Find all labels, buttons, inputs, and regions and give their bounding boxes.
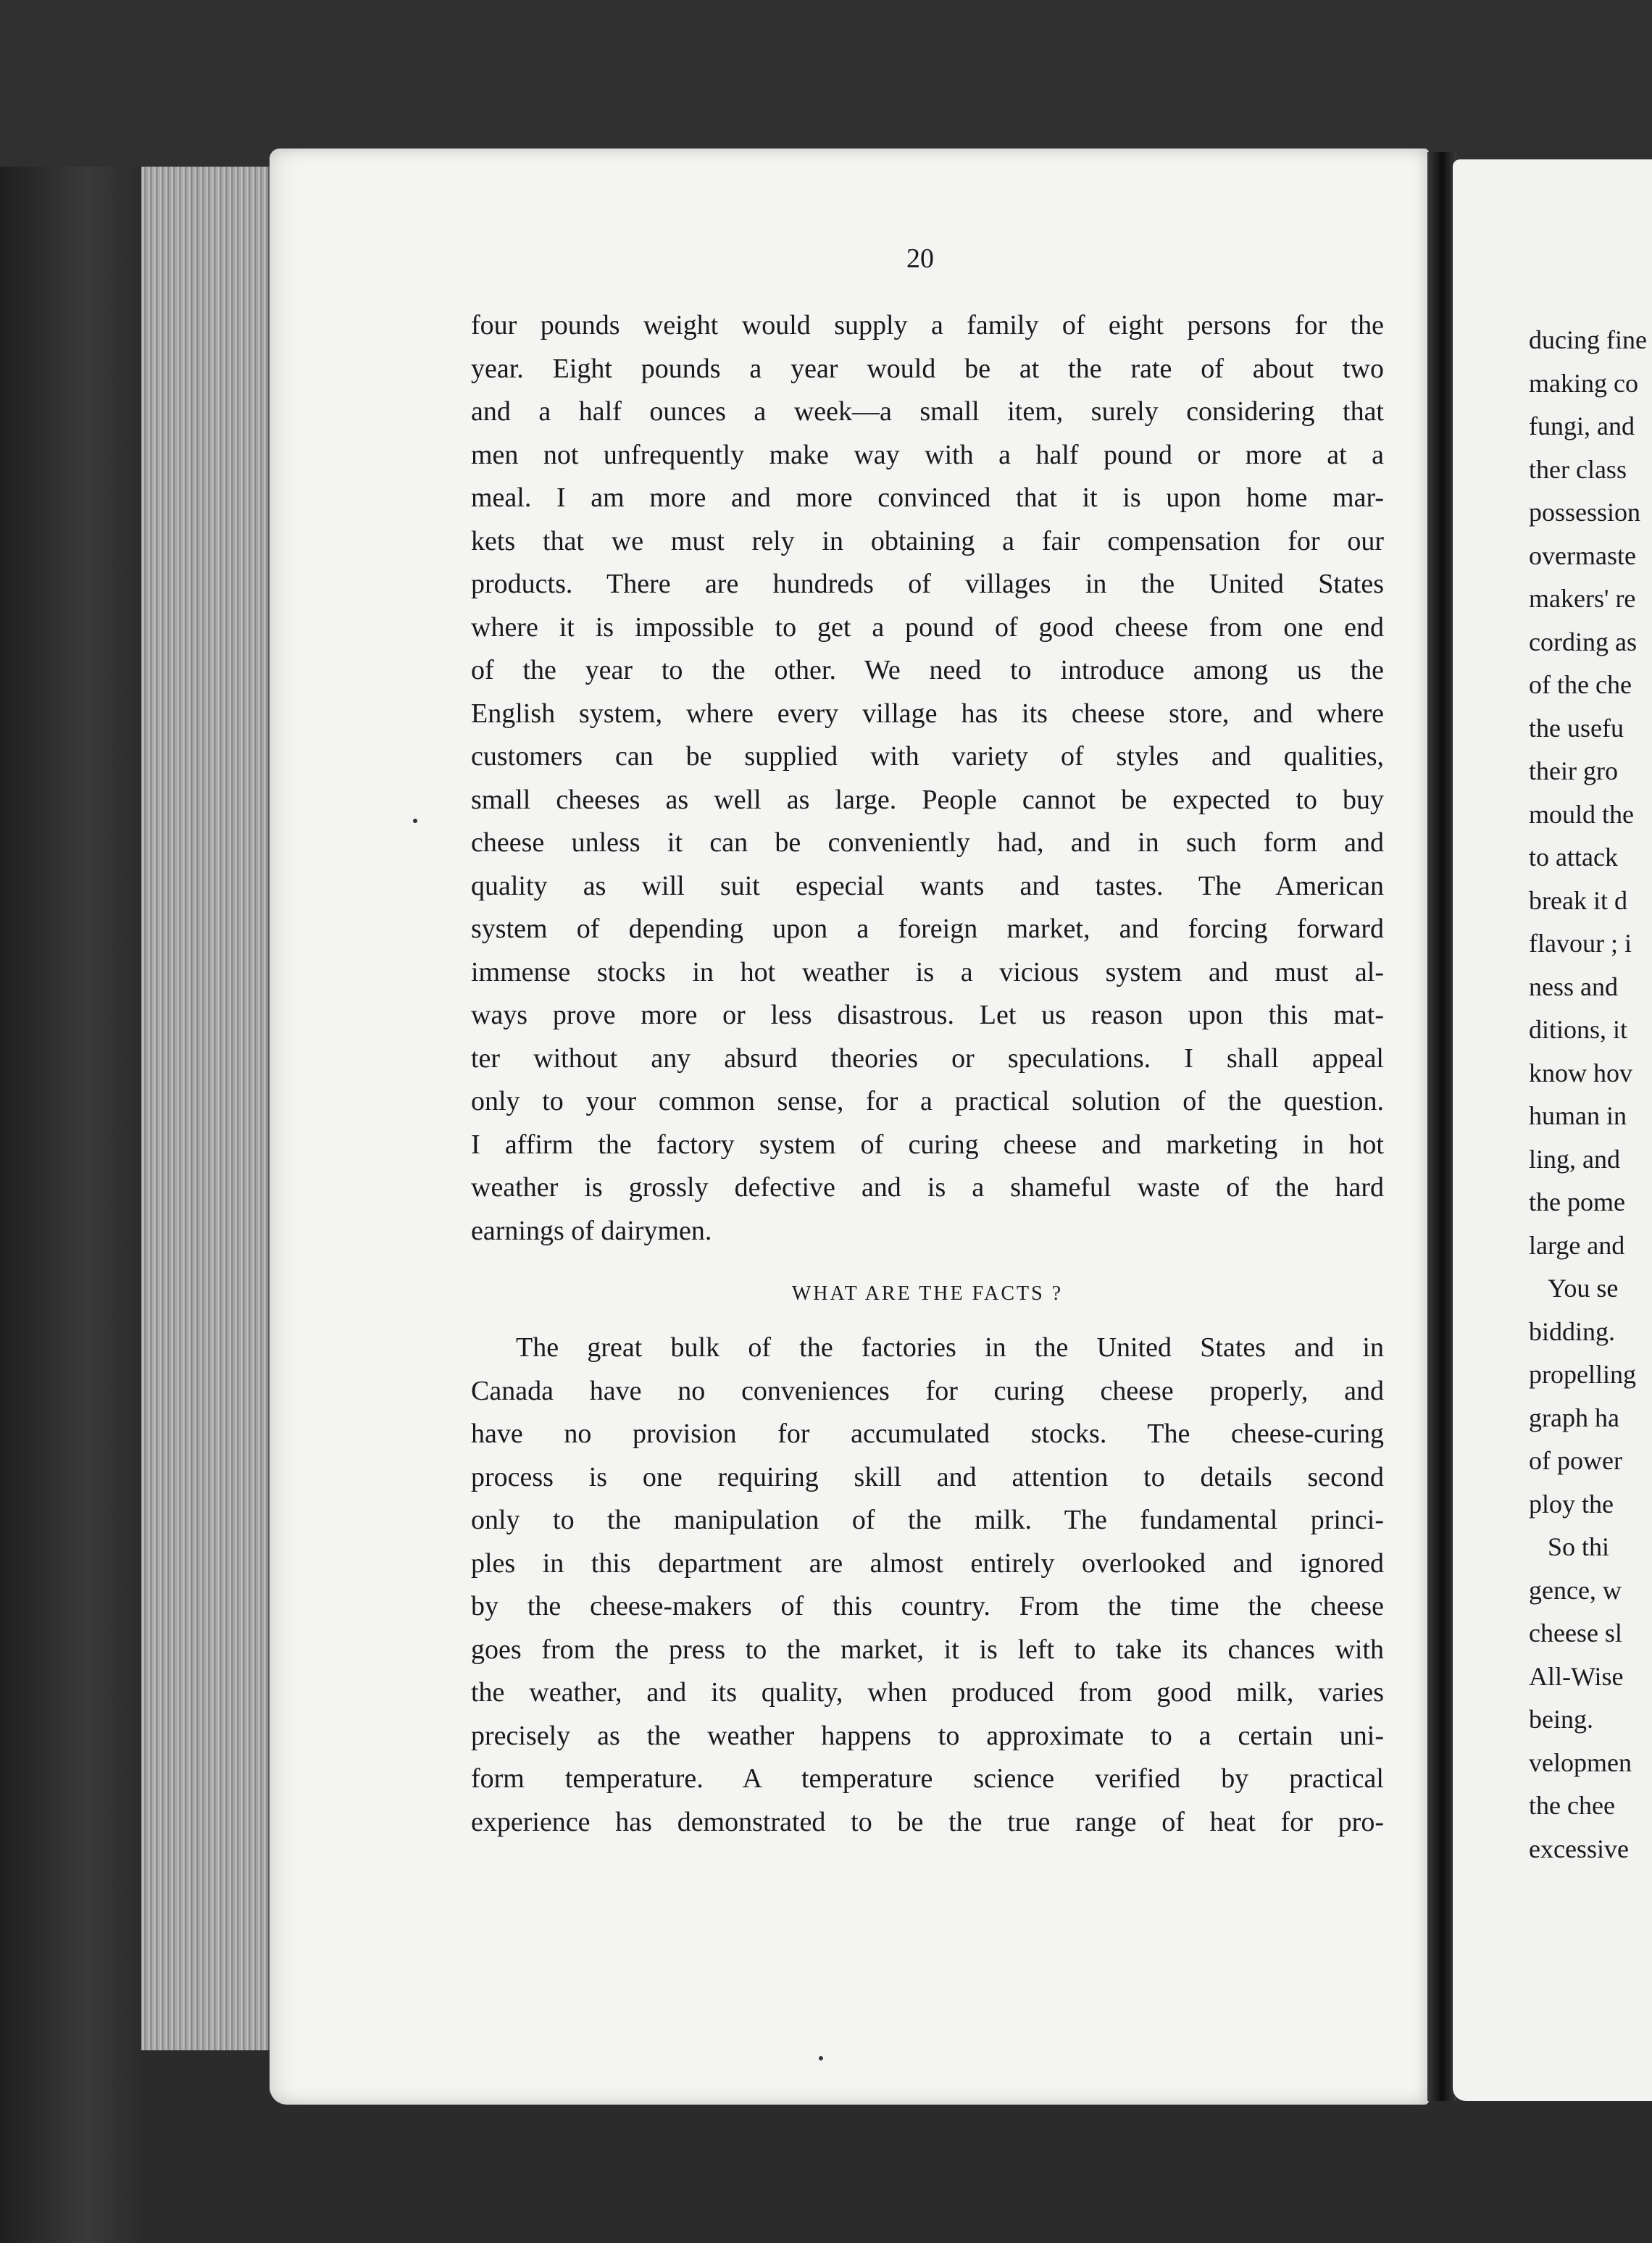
right-text-line: flavour ; i — [1529, 929, 1632, 958]
text-line: the weather, and its quality, when produced from good milk, varies — [471, 1677, 1384, 1708]
page-edges — [141, 167, 271, 2050]
text-line: weather is grossly defective and is a shameful waste of the hard — [471, 1172, 1384, 1203]
right-text-line: the usefu — [1529, 713, 1624, 743]
right-text-line: overmaste — [1529, 540, 1636, 570]
right-text-line: fungi, and — [1529, 412, 1635, 440]
text-line: by the cheese-makers of this country. From the time the cheese — [471, 1591, 1384, 1621]
right-text-line: possession — [1529, 498, 1641, 527]
text-line: ways prove more or less disastrous. Let us reason upon this mat- — [471, 1000, 1384, 1030]
right-text-line: cording as — [1529, 627, 1637, 656]
text-line: immense stocks in hot weather is a vicious system and must al- — [471, 956, 1384, 987]
right-text-line: making co — [1529, 368, 1638, 398]
text-line: only to your common sense, for a practical solution of the question. — [471, 1086, 1384, 1116]
text-line: meal. I am more and more convinced that it is upon home mar- — [471, 483, 1384, 513]
right-text-line: velopmen — [1529, 1747, 1632, 1777]
text-line: ter without any absurd theories or speculations. I shall appeal — [471, 1043, 1384, 1074]
text-line: ples in this department are almost entirely overlooked and ignored — [471, 1547, 1384, 1579]
right-text-line: human in — [1529, 1101, 1627, 1130]
text-line: form temperature. A temperature science verified by practical — [471, 1763, 1384, 1794]
text-line: cheese unless it can be conveniently had, and in such form and — [471, 827, 1384, 858]
right-text-line: ther class — [1529, 454, 1627, 484]
text-line: quality as will suit especial wants and tastes. The American — [471, 870, 1384, 901]
scan-background — [0, 0, 1652, 174]
book-gutter — [1427, 152, 1456, 2101]
page-number: 20 — [906, 243, 934, 274]
text-line: and a half ounces a week—a small item, surely considering that — [471, 396, 1384, 427]
book-spine — [0, 167, 145, 2243]
text-line: goes from the press to the market, it is left to take its chances with — [471, 1634, 1384, 1665]
text-line: only to the manipulation of the milk. The fundamental princi- — [471, 1505, 1384, 1535]
main-text — [471, 304, 1384, 1844]
right-text-line: to attack — [1529, 843, 1618, 872]
text-line: where it is impossible to get a pound of good cheese from one end — [471, 611, 1384, 643]
right-text-line: of power — [1529, 1446, 1622, 1475]
right-text-line: large and — [1529, 1230, 1625, 1260]
right-text-line: graph ha — [1529, 1403, 1619, 1432]
right-text-line: break it d — [1529, 885, 1627, 915]
text-line: experience has demonstrated to be the true range of heat for pro- — [471, 1806, 1384, 1837]
right-text-line: excessive — [1529, 1834, 1629, 1863]
text-line: process is one requiring skill and attention to details second — [471, 1461, 1384, 1492]
right-text-line: ploy the — [1529, 1489, 1614, 1519]
right-text-line: propelling — [1529, 1360, 1636, 1389]
text-line: products. There are hundreds of villages in the United States — [471, 569, 1384, 599]
text-line: Canada have no conveniences for curing cheese properly, and — [471, 1375, 1384, 1406]
right-text-line: You se — [1548, 1274, 1619, 1303]
text-line: have no provision for accumulated stocks. The cheese-curing — [471, 1419, 1384, 1449]
text-line: four pounds weight would supply a family of eight persons for the — [471, 310, 1384, 341]
text-line: customers can be supplied with variety of styles and qualities, — [471, 741, 1384, 772]
right-text-line: gence, w — [1529, 1575, 1622, 1605]
text-line: kets that we must rely in obtaining a fair compensation for our — [471, 525, 1384, 556]
text-line: small cheeses as well as large. People cannot be expected to buy — [471, 784, 1384, 815]
right-text-line: mould the — [1529, 799, 1634, 829]
section-heading: WHAT ARE THE FACTS ? — [791, 1282, 1064, 1305]
right-page-text — [1529, 319, 1652, 1871]
text-line: year. Eight pounds a year would be at the rate of about two — [471, 353, 1384, 384]
right-text-line: ling, and — [1529, 1144, 1620, 1174]
right-text-line: bidding. — [1529, 1316, 1616, 1346]
right-text-line: ducing fine — [1529, 325, 1647, 354]
text-line: of the year to the other. We need to introduce among us the — [471, 655, 1384, 685]
scan-speck — [819, 2056, 823, 2060]
text-line: The great bulk of the factories in the United States and in — [516, 1332, 1384, 1363]
right-text-line: makers' re — [1529, 584, 1636, 613]
scan-speck — [909, 101, 914, 106]
right-text-line: know hov — [1529, 1058, 1632, 1087]
scan-speck — [413, 819, 417, 823]
right-text-line: So thi — [1548, 1532, 1610, 1561]
right-text-line: ditions, it — [1529, 1015, 1628, 1044]
right-text-line: the pome — [1529, 1187, 1625, 1216]
right-text-line: All-Wise — [1529, 1661, 1624, 1691]
right-text-line: being. — [1529, 1705, 1593, 1734]
text-line: precisely as the weather happens to approximate to a certain uni- — [471, 1720, 1384, 1751]
right-text-line: their gro — [1529, 756, 1618, 785]
text-line: English system, where every village has its cheese store, and where — [471, 698, 1384, 729]
right-text-line: cheese sl — [1529, 1618, 1622, 1647]
right-text-line: the chee — [1529, 1791, 1615, 1820]
right-text-line: ness and — [1529, 972, 1618, 1001]
text-line: I affirm the factory system of curing cheese and marketing in hot — [471, 1129, 1384, 1160]
text-line: earnings of dairymen. — [471, 1215, 712, 1246]
text-line: system of depending upon a foreign market, and forcing forward — [471, 914, 1384, 944]
text-line: men not unfrequently make way with a half pound or more at a — [471, 439, 1384, 470]
right-text-line: of the che — [1529, 670, 1632, 699]
